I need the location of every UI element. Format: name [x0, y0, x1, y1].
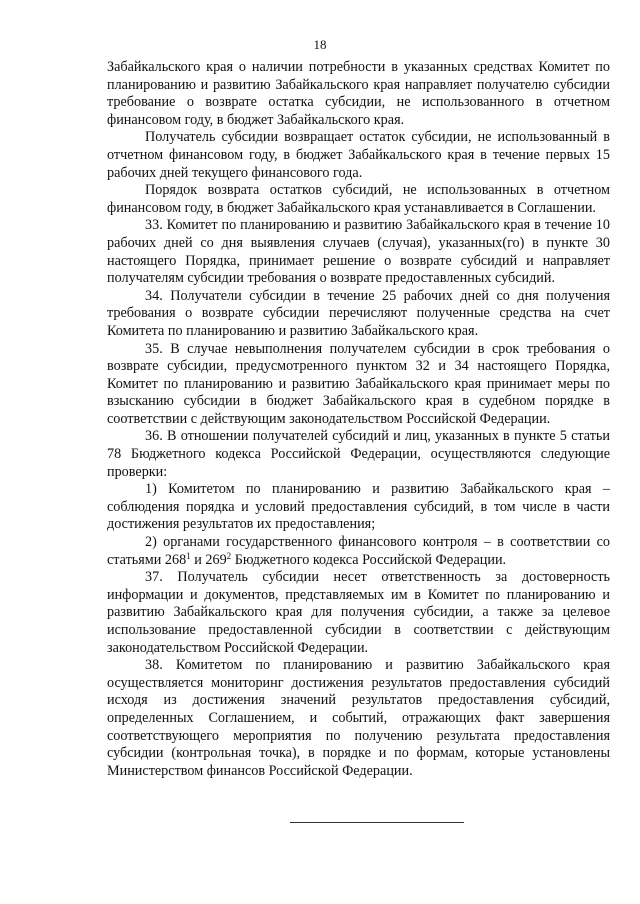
- item-2-text-c: Бюджетного кодекса Российской Федерации.: [231, 551, 507, 568]
- paragraph-refund-procedure: Порядок возврата остатков субсидий, не использованных в отчетном финансовом году, в бюджет Забайкальского края устанавливается в Соглашении.: [107, 182, 610, 216]
- item-2-text-a: 2) органами государственного финансового контроля – в соответствии со статьями 268: [107, 534, 610, 568]
- paragraph-34: 34. Получатели субсидии в течение 25 рабочих дней со дня получения требования о возврате субсидии перечисляют полученные средства на счет Комитета по планированию и развитию Забайкальского края.: [107, 287, 610, 339]
- paragraph-36-item-1: 1) Комитетом по планированию и развитию Забайкальского края – соблюдения порядка и условий предоставления субсидий, в том числе в части достижения результатов их предоставления;: [107, 481, 610, 533]
- paragraph-36-item-2: [107, 534, 610, 569]
- paragraph-refund-remainder: Получатель субсидии возвращает остаток субсидии, не использованный в отчетном финансовом году, в бюджет Забайкальского края в течение первых 15 рабочих дней текущего финансового года.: [107, 129, 610, 181]
- paragraph-36: 36. В отношении получателей субсидий и лиц, указанных в пункте 5 статьи 78 Бюджетного кодекса Российской Федерации, осуществляются следующие проверки:: [107, 428, 610, 480]
- paragraph-35: 35. В случае невыполнения получателем субсидии в срок требования о возврате субсидии, предусмотренного пунктом 32 и 34 настоящего Порядка, Комитет по планированию и развитию Забайкальского края принимает меры по взысканию субсидии в бюджет Забайкальского края в судебном порядке в соответствии с действующим законодательством Российской Федерации.: [107, 340, 610, 427]
- paragraph-33: 33. Комитет по планированию и развитию Забайкальского края в течение 10 рабочих дней со дня выявления случаев (случая), указанных(го) в пункте 30 настоящего Порядка, принимает решение о возврате субсидий и направляет получателям субсидии требования о возврате предоставленных субсидий.: [107, 217, 610, 287]
- page-number: 18: [313, 37, 327, 52]
- item-2-text-b: и 269: [190, 551, 227, 568]
- document-body: [107, 59, 610, 780]
- paragraph-38: 38. Комитетом по планированию и развитию Забайкальского края осуществляется мониторинг достижения результатов предоставления субсидий исходя из достижения значений результатов предоставления субсидий, определенных Соглашением, и событий, отражающих факт завершения соответствующего мероприятия по получению результата предоставления субсидии (контрольная точка), в порядке и по формам, которые установлены Министерством финансов Российской Федерации.: [107, 657, 610, 779]
- footer-divider: [290, 822, 464, 823]
- paragraph-37: 37. Получатель субсидии несет ответственность за достоверность информации и документов, представляемых им в Комитет по планированию и развитию Забайкальского края для получения субсидии, а также за целевое использование предоставленной субсидии в соответствии с действующим законодательством Российской Федерации.: [107, 569, 610, 656]
- paragraph-continuation: Забайкальского края о наличии потребности в указанных средствах Комитет по планированию и развитию Забайкальского края направляет получателю субсидии требование о возврате остатка субсидии, не использованного в отчетном финансовом году, в бюджет Забайкальского края.: [107, 59, 610, 128]
- superscript-2: 2: [226, 550, 232, 561]
- superscript-1: 1: [186, 550, 191, 561]
